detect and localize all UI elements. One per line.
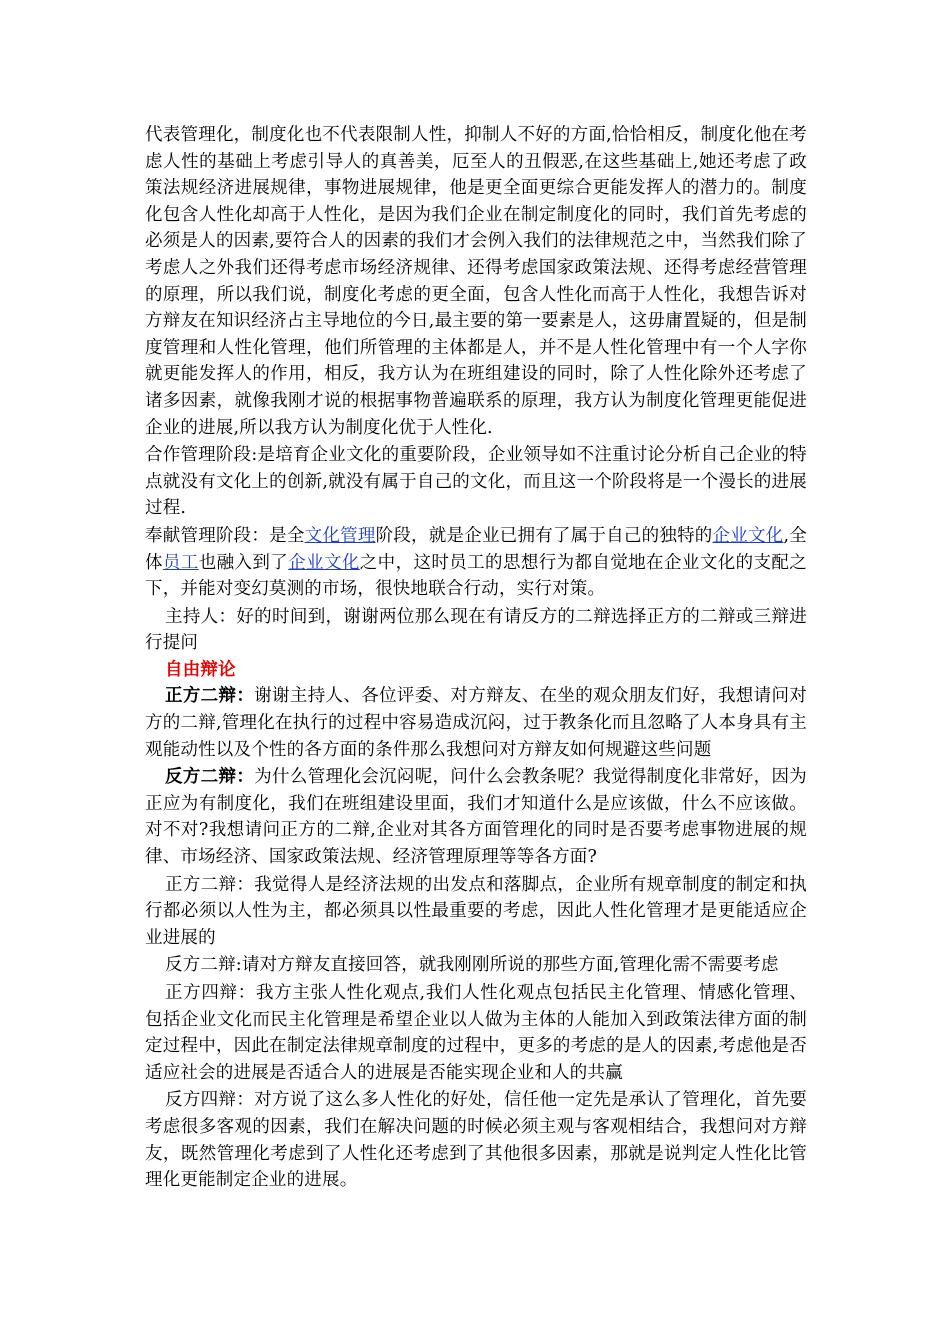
text-segment: 奉献管理阶段：是全	[145, 525, 305, 546]
speech-text: 谢谢主持人、各位评委、对方辩友、在坐的观众朋友们好，我想请问对方的二辩,管理化在执行的过程中容易造成沉闷，过于教条化而且忽略了人本身具有主观能动性以及个性的各方面的条件那么我想问对方辩友如何规避这些问题	[145, 686, 807, 760]
link-corporate-culture-2[interactable]: 企业文化	[288, 552, 360, 573]
paragraph-affirmative-second-reply: 正方二辩：我觉得人是经济法规的出发点和落脚点，企业所有规章制度的制定和执行都必须以人性为主，都必须具以性最重要的考虑，因此人性化管理才是更能适应企业进展的	[145, 874, 807, 948]
link-corporate-culture[interactable]: 企业文化	[712, 525, 784, 546]
text-segment: 阶段，就是企业已拥有了属于自己的独特的	[375, 525, 713, 546]
paragraph-host: 主持人：好的时间到，谢谢两位那么现在有请反方的二辩选择正方的二辩或三辩进行提问	[145, 606, 807, 654]
text-segment: 之中，这时员工的思想行为都自觉地在企业文化的支配之下，并能对变幻莫测的市场，很快地联合行动，实行对策。	[145, 552, 807, 600]
paragraph-negative-second	[145, 764, 807, 870]
text-segment: ,全体	[145, 525, 807, 573]
paragraph-affirmative-fourth: 正方四辩：我方主张人性化观点,我们人性化观点包括民主化管理、情感化管理、包括企业文化而民主化管理是希望企业以人做为主体的人能加入到政策法律方面的制定过程中，因此在制定法律规章制度的过程中，更多的考虑的是人的因素,考虑他是否适应社会的进展是否适合人的进展是否能实现企业和人的共赢	[145, 983, 807, 1083]
link-employee[interactable]: 员工	[162, 552, 199, 573]
document-body	[145, 122, 807, 1194]
paragraph-negative-fourth: 反方四辩：对方说了这么多人性化的好处，信任他一定先是承认了管理化，首先要考虑很多客观的因素，我们在解决问题的时候必须主观与客观相结合，我想问对方辩友，既然管理化考虑到了人性化还考虑到了其他很多因素，那就是说判定人性化比管理化更能制定企业的进展。	[145, 1090, 807, 1191]
paragraph-cooperation-stage: 合作管理阶段:是培育企业文化的重要阶段，企业领导如不注重讨论分析自己企业的特点就没有文化上的创新,就没有属于自己的文化，而且这一个阶段将是一个漫长的进展过程.	[145, 445, 807, 519]
speaker-label: 正方二辩：	[165, 686, 255, 707]
paragraph-argument-continuation: 代表管理化，制度化也不代表限制人性，抑制人不好的方面,恰恰相反，制度化他在考虑人性的基础上考虑引导人的真善美，厄至人的丑假恶,在这些基础上,她还考虑了政策法规经济进展规律，事物进展规律，他是更全面更综合更能发挥人的潜力的。制度化包含人性化却高于人性化，是因为我们企业在制定制度化的同时，我们首先考虑的必须是人的因素,要符合人的因素的我们才会例入我们的法律规范之中，当然我们除了考虑人之外我们还得考虑市场经济规律、还得考虑国家政策法规、还得考虑经营管理的原理，所以我们说，制度化考虑的更全面，包含人性化而高于人性化，我想告诉对方辩友在知识经济占主导地位的今日,最主要的第一要素是人，这毋庸置疑的，但是制度管理和人性化管理，他们所管理的主体都是人，并不是人性化管理中有一个人字你就更能发挥人的作用，相反，我方认为在班组建设的同时，除了人性化除外还考虑了诸多因素，就像我刚才说的根据事物普遍联系的原理，我方认为制度化管理更能促进企业的进展,所以我方认为制度化优于人性化.	[145, 125, 807, 438]
speech-text: 为什么管理化会沉闷呢，问什么会教条呢？我觉得制度化非常好，因为正应为有制度化，我们在班组建设里面，我们才知道什么是应该做，什么不应该做。对不对?我想请问正方的二辩,企业对其各方面管理化的同时是否要考虑事物进展的规律、市场经济、国家政策法规、经济管理原理等等各方面?	[145, 767, 807, 868]
section-title-free-debate: 自由辩论	[165, 659, 236, 680]
paragraph-affirmative-second	[145, 683, 807, 763]
speaker-label: 反方二辩：	[165, 767, 255, 788]
text-segment: 也融入到了	[198, 552, 289, 573]
paragraph-negative-second-reply: 反方二辩:请对方辩友直接回答，就我刚刚所说的那些方面,管理化需不需要考虑	[165, 955, 779, 976]
link-culture-management[interactable]: 文化管理	[304, 525, 376, 546]
paragraph-dedication-stage	[145, 523, 807, 603]
